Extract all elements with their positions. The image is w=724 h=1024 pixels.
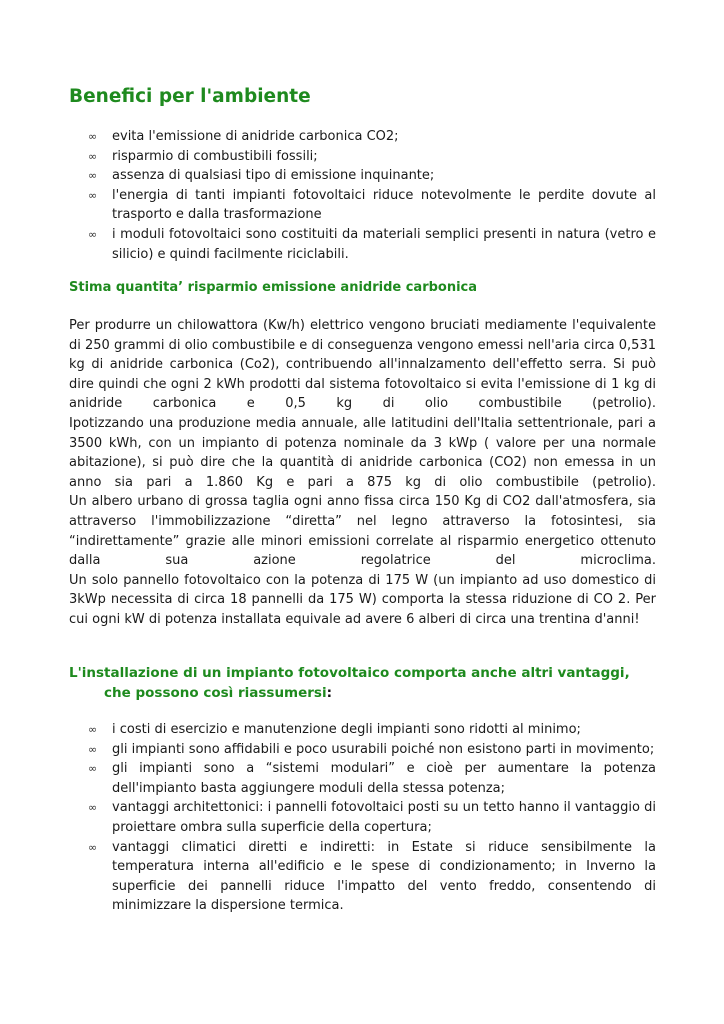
co2-estimate-text <box>69 316 656 630</box>
list-item-text: i moduli fotovoltaici sono costituiti da materiali semplici presenti in natura (vetro e silicio) e quindi facilmente riciclabili. <box>112 226 656 262</box>
list-item-text: risparmio di combustibili fossili; <box>112 148 318 164</box>
list-item-text: gli impianti sono a “sistemi modulari” e cioè per aumentare la potenza dell'impianto basta aggiungere moduli della stessa potenza; <box>112 761 656 796</box>
paragraph: Per produrre un chilowattora (Kw/h) elettrico vengono bruciati mediamente l'equivalente di 250 grammi di olio combustibile e di conseguenza vengono emessi nell'aria circa 0,531 kg di anidride carbonica (Co2), contribuendo all'innalzamento dell'effetto serra. Si può dire quindi che ogni 2 kWh prodotti dal sistema fotovoltaico si evita l'emissione di 1 kg di anidride carbonica e 0,5 kg di olio combustibile (petrolio). <box>69 318 656 412</box>
infinity-bullet-icon: ∞ <box>88 840 98 854</box>
benefits-list <box>69 127 656 264</box>
list-item-text: evita l'emissione di anidride carbonica CO2; <box>112 129 399 144</box>
paragraph: Un albero urbano di grossa taglia ogni anno fissa circa 150 Kg di CO2 dall'atmosfera, sia attraverso l'immobilizzazione “diretta” nel legno attraverso la fotosintesi, sia “indirettamente” grazie alle minori emissioni correlate al risparmio energetico ottenuto dalla sua azione regolatrice del microclima. <box>69 494 656 569</box>
list-item <box>69 720 656 740</box>
list-item <box>69 838 656 916</box>
list-item <box>69 798 656 837</box>
section-title-stima: Stima quantita’ risparmio emissione anidride carbonica <box>69 280 478 295</box>
list-item <box>69 166 656 186</box>
section-title-benefici: Benefici per l'ambiente <box>69 86 311 107</box>
list-item-text: vantaggi climatici diretti e indiretti: in Estate si riduce sensibilmente la temperatura interna all'edificio e le spese di condizionamento; in Inverno la superficie dei pannelli riduce l'impatto del vento freddo, consentendo di minimizzare la dispersione termica. <box>112 839 656 914</box>
section-title-vantaggi <box>69 663 669 703</box>
infinity-bullet-icon: ∞ <box>88 169 98 183</box>
infinity-bullet-icon: ∞ <box>88 130 98 143</box>
section-title-line1: L'installazione di un impianto fotovoltaico comporta anche altri vantaggi, <box>69 665 630 681</box>
list-item <box>69 127 656 147</box>
list-item-text: l'energia di tanti impianti fotovoltaici riduce notevolmente le perdite dovute al trasporto e dalla trasformazione <box>112 187 656 223</box>
list-item-text: assenza di qualsiasi tipo di emissione inquinante; <box>112 168 435 184</box>
list-item <box>69 186 656 225</box>
paragraph: Un solo pannello fotovoltaico con la potenza di 175 W (un impianto ad uso domestico di 3kWp necessita di circa 18 pannelli da 175 W) comporta la stessa riduzione di CO 2. Per cui ogni kW di potenza installata equivale ad avere 6 alberi di circa una trentina d'anni! <box>69 572 656 627</box>
advantages-list <box>69 720 656 916</box>
list-item-text: vantaggi architettonici: i pannelli fotovoltaici posti su un tetto hanno il vantaggio di proiettare ombra sulla superficie della copertura; <box>112 800 656 835</box>
infinity-bullet-icon: ∞ <box>88 742 98 756</box>
paragraph: Ipotizzando una produzione media annuale, alle latitudini dell'Italia settentrionale, pari a 3500 kWh, con un impianto di potenza nominale da 3 kWp ( valore per una normale abitazione), si può dire che la quantità di anidride carbonica (CO2) non emessa in un anno sia pari a 1.860 Kg e pari a 875 kg di olio combustibile (petrolio). <box>69 415 656 490</box>
section-title-colon: : <box>326 685 333 701</box>
section-title-line2: che possono così riassumersi <box>104 685 327 701</box>
list-item-text: i costi di esercizio e manutenzione degli impianti sono ridotti al minimo; <box>112 722 581 737</box>
infinity-bullet-icon: ∞ <box>88 723 98 736</box>
list-item <box>69 225 656 264</box>
list-item-text: gli impianti sono affidabili e poco usurabili poiché non esistono parti in movimento; <box>112 741 655 757</box>
infinity-bullet-icon: ∞ <box>88 188 98 202</box>
infinity-bullet-icon: ∞ <box>88 762 98 776</box>
list-item <box>69 759 656 798</box>
list-item <box>69 740 656 760</box>
infinity-bullet-icon: ∞ <box>88 801 98 815</box>
infinity-bullet-icon: ∞ <box>88 227 98 241</box>
infinity-bullet-icon: ∞ <box>88 149 98 163</box>
list-item <box>69 147 656 167</box>
